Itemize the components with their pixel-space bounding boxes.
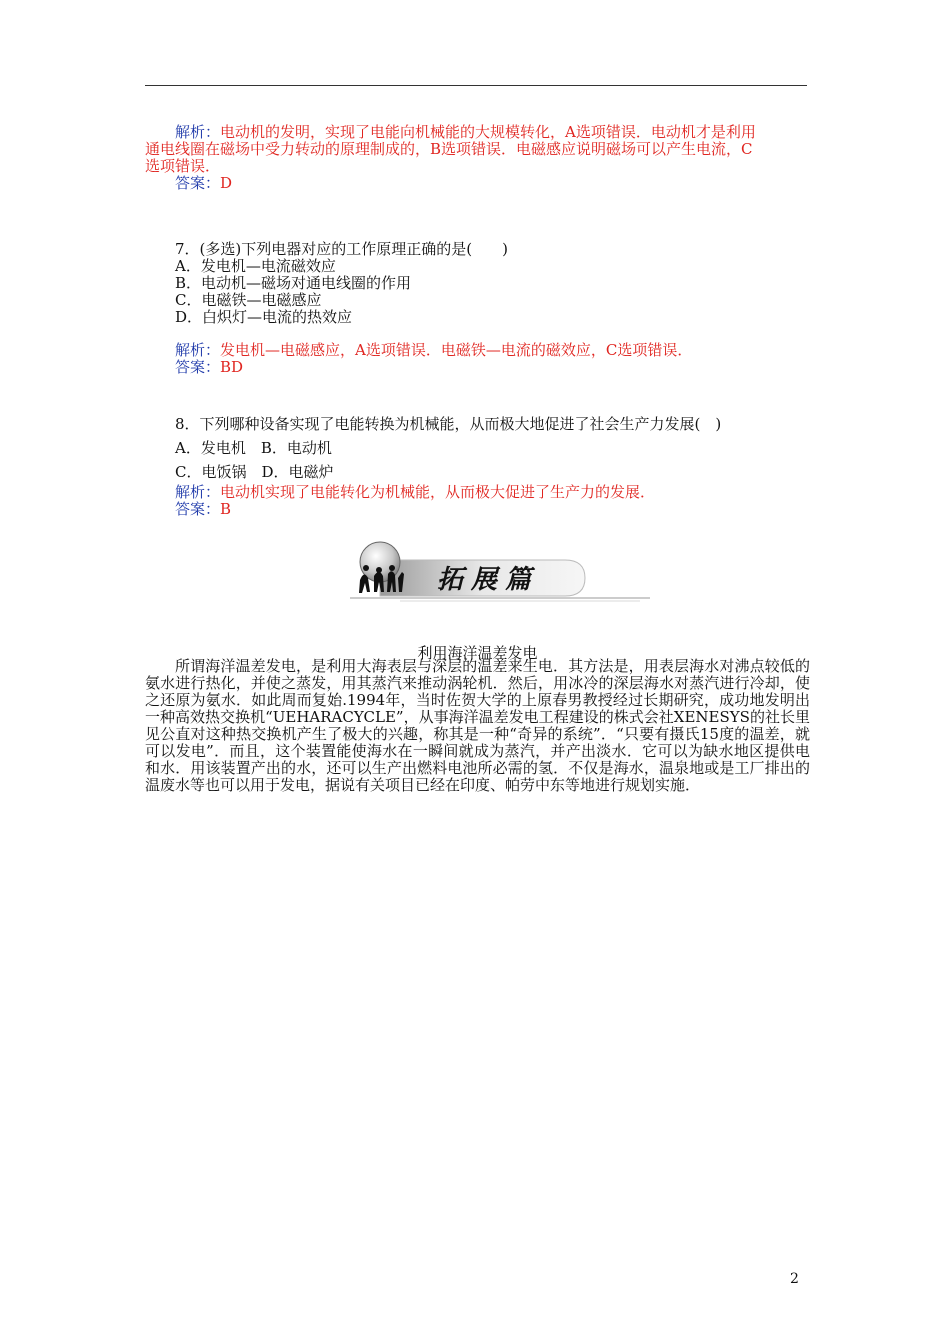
q6-analysis-block [145,124,810,192]
analysis-text: 电动机的发明，实现了电能向机械能的大规模转化，A选项错误．电动机才是利用 [220,123,756,141]
article-body: 所谓海洋温差发电，是利用大海表层与深层的温差来生电．其方法是，用表层海水对沸点较低的氨水进行热化，并使之蒸发，用其蒸汽来推动涡轮机．然后，用冰冷的深层海水对蒸汽进行冷却，使之还原为氨水．如此周而复始.1994年，当时佐贺大学的上原春男教授经过长期研究，成功地发明出一种高效热交换机“UEHARACYCLE”，从事海洋温差发电工程建设的株式会社XENESYS的社长里见公直对这种热交换机产生了极大的兴趣，称其是一种“奇异的系统”．“只要有摄氏15度的温差，就可以发电”．而且，这个装置能使海水在一瞬间就成为蒸汽，并产出淡水．它可以为缺水地区提供电和水．用该装置产出的水，还可以生产出燃料电池所必需的氢．不仅是海水，温泉地或是工厂排出的温废水等也可以用于发电，据说有关项目已经在印度、帕劳中东等地进行规划实施． [145,657,810,794]
banner-title: 拓展篇 [436,565,540,595]
option: D．白炽灯—电流的热效应 [175,308,353,326]
answer-label: 答案： [175,358,221,376]
analysis-label: 解析： [175,341,221,359]
section-banner [340,540,660,606]
option: B．电动机—磁场对通电线圈的作用 [175,274,412,292]
analysis-label: 解析： [175,123,221,141]
q8-analysis-block [145,484,810,518]
article-title: 利用海洋温差发电 [417,644,538,662]
page-number: 2 [790,1271,799,1287]
answer-value: BD [220,358,244,376]
question-stem: 8．下列哪种设备实现了电能转换为机械能，从而极大地促进了社会生产力发展( ) [175,415,722,433]
question-8 [145,412,810,484]
question-stem: 7．(多选)下列电器对应的工作原理正确的是( ) [175,240,508,258]
question-7 [145,241,810,326]
analysis-text: 电动机实现了电能转化为机械能，从而极大促进了生产力的发展． [220,483,656,501]
header-rule [145,85,807,86]
analysis-text: 选项错误． [145,157,221,175]
option-row: A．发电机 B．电动机 [175,439,332,457]
option: C．电磁铁—电磁感应 [175,291,322,309]
option: A．发电机—电流磁效应 [175,257,336,275]
answer-value: D [220,174,233,192]
analysis-label: 解析： [175,483,221,501]
answer-label: 答案： [175,174,221,192]
option-row: C．电饭锅 D．电磁炉 [175,463,334,481]
answer-value: B [220,500,232,518]
analysis-text: 发电机—电磁感应，A选项错误．电磁铁—电流的磁效应，C选项错误． [220,341,693,359]
answer-label: 答案： [175,500,221,518]
analysis-text: 通电线圈在磁场中受力转动的原理制成的，B选项错误．电磁感应说明磁场可以产生电流，C [145,140,753,158]
q7-analysis-block [145,342,810,376]
banner-graphic [340,540,660,606]
